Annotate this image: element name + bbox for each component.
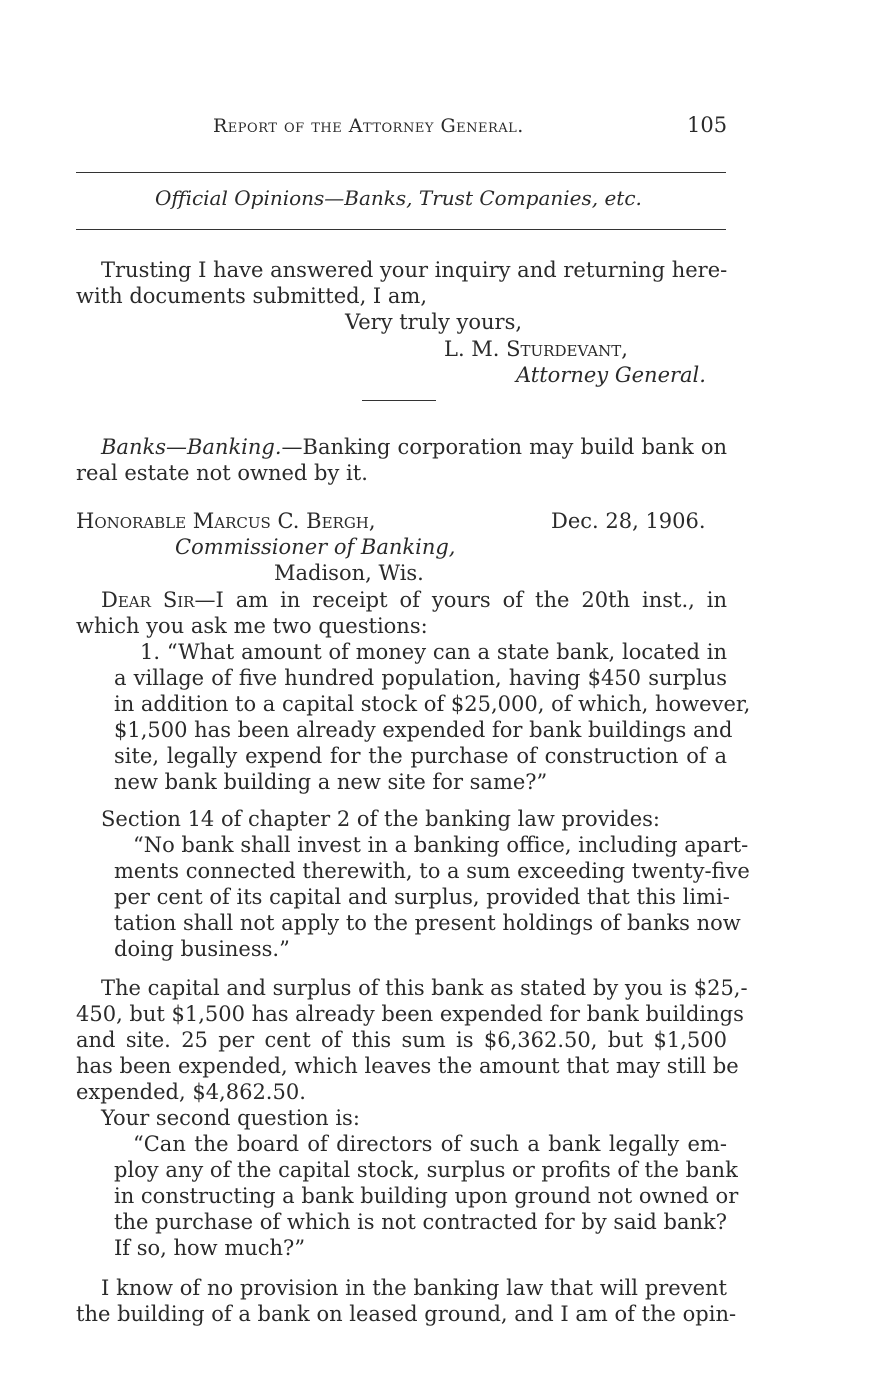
statute-quote-line: “No bank shall invest in a banking office, including apart-: [133, 833, 749, 857]
syllabus-text: —Banking corporation may build bank on: [281, 435, 727, 459]
statute-intro: Section 14 of chapter 2 of the banking law provides:: [101, 807, 660, 831]
question-2-line: ploy any of the capital stock, surplus or profits of the bank: [114, 1158, 738, 1182]
syllabus-heading: Banks—Banking.: [101, 435, 282, 459]
question-2-line: “Can the board of directors of such a bank legally em-: [133, 1132, 727, 1156]
computation-line: The capital and surplus of this bank as stated by you is $25,-: [101, 976, 748, 1000]
question-2-intro: Your second question is:: [101, 1106, 360, 1130]
page-number: 105: [687, 113, 728, 137]
syllabus-line-1: [101, 434, 727, 460]
question-1-line: 1. “What amount of money can a state bank, located in: [140, 640, 727, 664]
header-rule-top: [76, 172, 726, 173]
section-subtitle: Official Opinions—Banks, Trust Companies, etc.: [155, 186, 642, 210]
question-1-line: a village of five hundred population, having $450 surplus: [114, 666, 727, 690]
closing-line-2: with documents submitted, I am,: [76, 284, 428, 308]
question-1-line: $1,500 has been already expended for bank buildings and: [114, 718, 733, 742]
opinion-line: I know of no provision in the banking law that will prevent: [101, 1276, 727, 1300]
question-2-line: If so, how much?”: [114, 1236, 306, 1260]
question-1-line: new bank building a new site for same?”: [114, 770, 548, 794]
statute-quote-line: ments connected therewith, to a sum exceeding twenty-five: [114, 859, 750, 883]
letter-line-2: which you ask me two questions:: [76, 614, 428, 638]
recipient-place: Madison, Wis.: [274, 561, 424, 585]
question-2-line: the purchase of which is not contracted for by said bank?: [114, 1210, 727, 1234]
letter-date: Dec. 28, 1906.: [551, 509, 706, 533]
question-1-line: in addition to a capital stock of $25,000, of which, however,: [114, 692, 751, 716]
question-2-line: in constructing a bank building upon ground not owned or: [114, 1184, 739, 1208]
closing-line-1: Trusting I have answered your inquiry and returning here-: [101, 258, 728, 282]
running-header-title: Report of the Attorney General.: [213, 115, 524, 137]
statute-quote-line: tation shall not apply to the present holdings of banks now: [114, 911, 741, 935]
computation-line: expended, $4,862.50.: [76, 1080, 306, 1104]
closing-salutation: Very truly yours,: [345, 310, 523, 334]
computation-line: has been expended, which leaves the amount that may still be: [76, 1054, 739, 1078]
recipient-title: Commissioner of Banking,: [175, 535, 456, 559]
computation-line: and site. 25 per cent of this sum is $6,362.50, but $1,500: [76, 1028, 727, 1052]
signer-name: L. M. Sturdevant,: [444, 337, 628, 361]
salutation: Dear Sir: [101, 588, 195, 612]
letter-line-1: [101, 587, 727, 613]
question-1-line: site, legally expend for the purchase of construction of a: [114, 744, 727, 768]
statute-quote-line: doing business.”: [114, 937, 290, 961]
syllabus-line-2: real estate not owned by it.: [76, 461, 368, 485]
signer-title: Attorney General.: [516, 363, 706, 387]
section-divider: [362, 400, 436, 401]
computation-line: 450, but $1,500 has already been expended for bank buildings: [76, 1002, 744, 1026]
header-rule-bottom: [76, 229, 726, 230]
statute-quote-line: per cent of its capital and surplus, provided that this limi-: [114, 885, 730, 909]
recipient-name: Honorable Marcus C. Bergh,: [76, 509, 376, 533]
letter-line-1-text: —I am in receipt of yours of the 20th inst., in: [194, 588, 727, 612]
opinion-line: the building of a bank on leased ground, and I am of the opin-: [76, 1302, 737, 1326]
